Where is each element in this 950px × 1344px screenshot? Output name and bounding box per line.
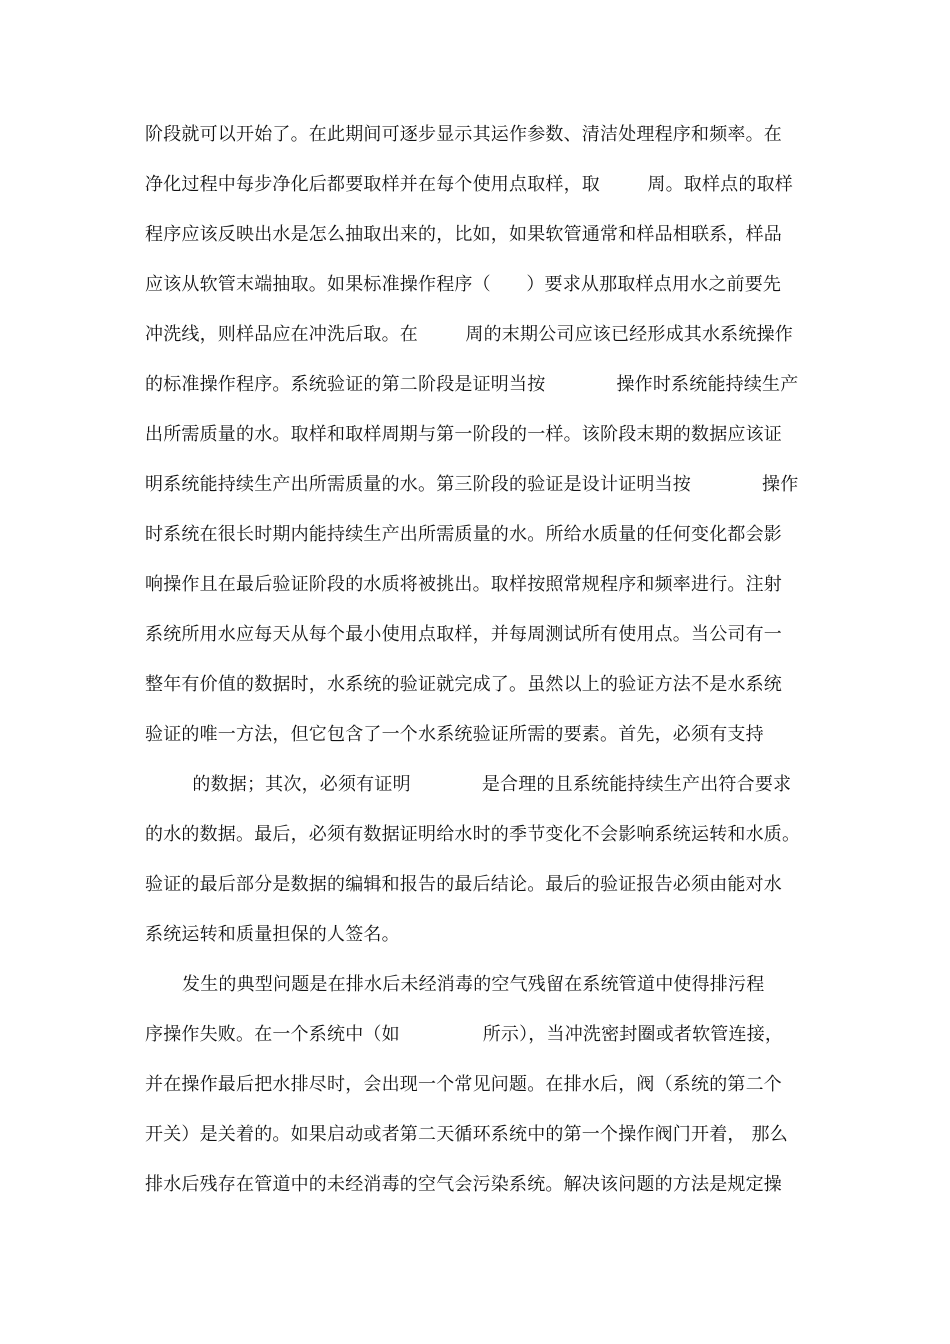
text-line: 的标准操作程序。系统验证的第二阶段是证明当按 操作时系统能持续生产 [145, 374, 799, 395]
text-line: 开关）是关着的。如果启动或者第二天循环系统中的第一个操作阀门开着， 那么 [145, 1124, 788, 1145]
paragraph-first-line: 发生的典型问题是在排水后未经消毒的空气残留在系统管道中使得排污程 [182, 974, 765, 995]
text-line: 时系统在很长时期内能持续生产出所需质量的水。所给水质量的任何变化都会影 [145, 524, 782, 545]
text-line: 的数据；其次，必须有证明 是合理的且系统能持续生产出符合要求 [145, 774, 792, 795]
text-line: 的水的数据。最后，必须有数据证明给水时的季节变化不会影响系统运转和水质。 [145, 824, 801, 845]
text-line: 阶段就可以开始了。在此期间可逐步显示其运作参数、清洁处理程序和频率。在 [145, 124, 782, 145]
text-line: 明系统能持续生产出所需质量的水。第三阶段的验证是设计证明当按 操作 [145, 474, 799, 495]
text-line: 排水后残存在管道中的未经消毒的空气会污染系统。解决该问题的方法是规定操 [145, 1174, 782, 1195]
text-line: 系统运转和质量担保的人签名。 [145, 924, 400, 945]
text-line: 序操作失败。在一个系统中（如 所示），当冲洗密封圈或者软管连接， [145, 1024, 784, 1045]
text-line: 整年有价值的数据时，水系统的验证就完成了。虽然以上的验证方法不是水系统 [145, 674, 782, 695]
text-line: 应该从软管末端抽取。如果标准操作程序（ ）要求从那取样点用水之前要先 [145, 274, 782, 295]
text-line: 验证的唯一方法，但它包含了一个水系统验证所需的要素。首先，必须有支持 [145, 724, 764, 745]
text-line: 响操作且在最后验证阶段的水质将被挑出。取样按照常规程序和频率进行。注射 [145, 574, 782, 595]
text-line: 程序应该反映出水是怎么抽取出来的，比如，如果软管通常和样品相联系，样品 [145, 224, 782, 245]
text-line: 冲洗线，则样品应在冲洗后取。在 周的末期公司应该已经形成其水系统操作 [145, 324, 793, 345]
text-line: 出所需质量的水。取样和取样周期与第一阶段的一样。该阶段末期的数据应该证 [145, 424, 782, 445]
text-line: 净化过程中每步净化后都要取样并在每个使用点取样，取 周。取样点的取样 [145, 174, 793, 195]
text-line: 系统所用水应每天从每个最小使用点取样，并每周测试所有使用点。当公司有一 [145, 624, 782, 645]
text-line: 验证的最后部分是数据的编辑和报告的最后结论。最后的验证报告必须由能对水 [145, 874, 782, 895]
text-line: 并在操作最后把水排尽时，会出现一个常见问题。在排水后，阀（系统的第二个 [145, 1074, 782, 1095]
